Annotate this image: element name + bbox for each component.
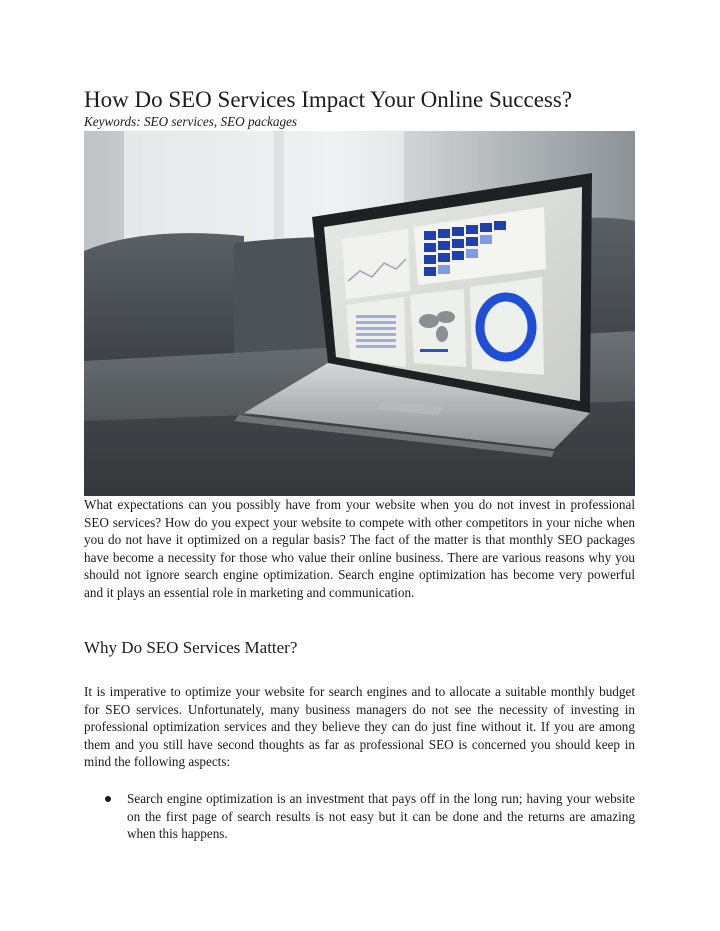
section-paragraph: It is imperative to optimize your website for search engines and to allocate a suitable monthly budget for SEO services. Unfortunately, many business managers do not see the necessity of investing in professional optimization services and they believe they can do just fine without it. If you are among them and you still have second thoughts as far as professional SEO is concerned you should keep in mind the following aspects: <box>84 684 635 770</box>
list-item <box>84 790 635 843</box>
keywords-line: Keywords: SEO services, SEO packages <box>84 114 298 129</box>
intro-paragraph: What expectations can you possibly have from your website when you do not invest in professional SEO services? How do you expect your website to compete with other competitors in your niche when you do not have it optimized on a regular basis? The fact of the matter is that monthly SEO packages have become a necessity for those who value their online business. There are various reasons why you should not ignore search engine optimization. Search engine optimization has become very powerful and it plays an essential role in marketing and communication. <box>84 497 635 600</box>
bullet-list <box>84 790 635 843</box>
section-heading: Why Do SEO Services Matter? <box>84 638 298 657</box>
laptop-analytics-dashboard-image <box>84 131 635 496</box>
bullet-text: Search engine optimization is an investment that pays off in the long run; having your website on the first page of search results is not easy but it can be done and the returns are amazing when this happens. <box>127 791 635 842</box>
bullet-icon <box>105 796 111 802</box>
document-title: How Do SEO Services Impact Your Online Success? <box>84 87 573 112</box>
hero-image <box>84 131 635 496</box>
